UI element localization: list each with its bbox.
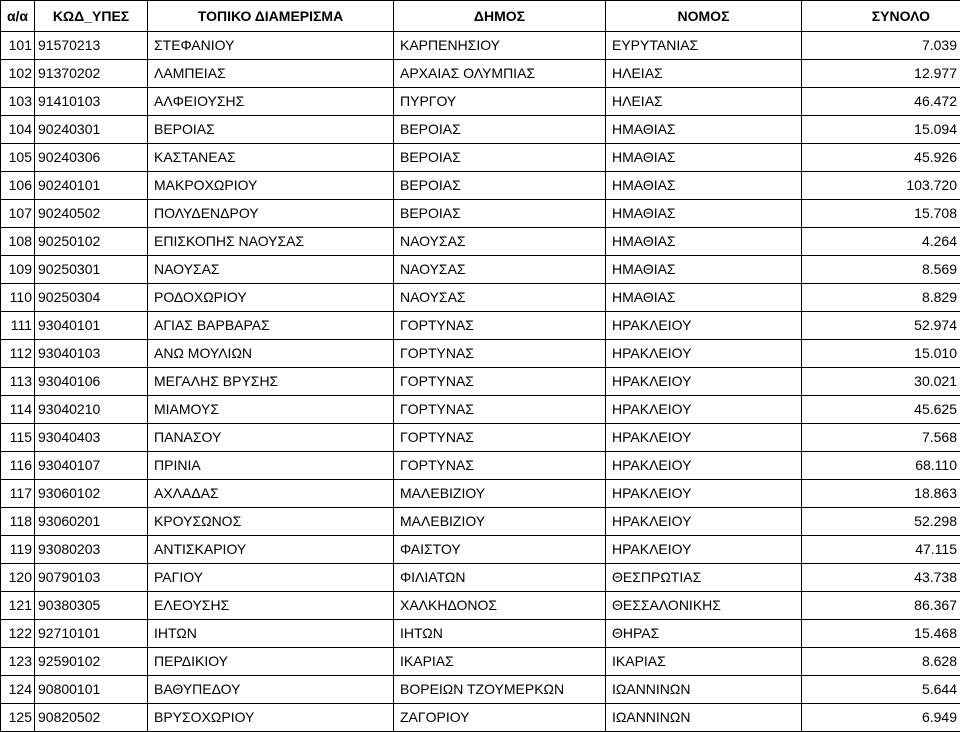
cell-total: 15.010 [802,340,960,368]
cell-municipality: ΓΟΡΤΥΝΑΣ [394,424,606,452]
cell-municipality: ΜΑΛΕΒΙΖΙΟΥ [394,480,606,508]
cell-municipality: ΙΚΑΡΙΑΣ [394,648,606,676]
cell-district: ΜΙΑΜΟΥΣ [148,396,394,424]
header-prefecture: ΝΟΜΟΣ [606,1,802,32]
table-row [1,648,960,676]
cell-district: ΛΑΜΠΕΙΑΣ [148,60,394,88]
cell-code: 90240502 [35,200,148,228]
header-municipality: ΔΗΜΟΣ [394,1,606,32]
cell-code: 90240101 [35,172,148,200]
cell-code: 91410103 [35,88,148,116]
cell-total: 30.021 [802,368,960,396]
cell-prefecture: ΗΛΕΙΑΣ [606,88,802,116]
cell-municipality: ΒΕΡΟΙΑΣ [394,144,606,172]
cell-total: 45.625 [802,396,960,424]
cell-district: ΡΑΓΙΟΥ [148,564,394,592]
table-row [1,368,960,396]
table-row [1,116,960,144]
cell-index: 114 [1,396,35,424]
cell-prefecture: ΗΜΑΘΙΑΣ [606,144,802,172]
cell-municipality: ΓΟΡΤΥΝΑΣ [394,340,606,368]
cell-total: 52.974 [802,312,960,340]
header-code: ΚΩΔ_ΥΠΕΣ [35,1,148,32]
cell-prefecture: ΘΕΣΣΑΛΟΝΙΚΗΣ [606,592,802,620]
table-row [1,256,960,284]
cell-code: 90250301 [35,256,148,284]
cell-district: ΑΛΦΕΙΟΥΣΗΣ [148,88,394,116]
table-row [1,312,960,340]
cell-district: ΕΛΕΟΥΣΗΣ [148,592,394,620]
cell-district: ΙΗΤΩΝ [148,620,394,648]
cell-index: 123 [1,648,35,676]
cell-municipality: ΒΕΡΟΙΑΣ [394,172,606,200]
cell-municipality: ΧΑΛΚΗΔΟΝΟΣ [394,592,606,620]
cell-index: 104 [1,116,35,144]
cell-municipality: ΝΑΟΥΣΑΣ [394,228,606,256]
table-row [1,704,960,732]
table-row [1,172,960,200]
cell-municipality: ΑΡΧΑΙΑΣ ΟΛΥΜΠΙΑΣ [394,60,606,88]
cell-municipality: ΝΑΟΥΣΑΣ [394,284,606,312]
cell-total: 7.039 [802,32,960,60]
table-row [1,32,960,60]
cell-code: 90820502 [35,704,148,732]
cell-prefecture: ΘΗΡΑΣ [606,620,802,648]
cell-code: 90380305 [35,592,148,620]
cell-index: 116 [1,452,35,480]
cell-code: 93080203 [35,536,148,564]
header-row [1,1,960,32]
cell-prefecture: ΗΡΑΚΛΕΙΟΥ [606,340,802,368]
cell-code: 91570213 [35,32,148,60]
cell-total: 46.472 [802,88,960,116]
cell-municipality: ΓΟΡΤΥΝΑΣ [394,312,606,340]
cell-prefecture: ΗΡΑΚΛΕΙΟΥ [606,480,802,508]
cell-municipality: ΖΑΓΟΡΙΟΥ [394,704,606,732]
cell-total: 47.115 [802,536,960,564]
cell-prefecture: ΙΩΑΝΝΙΝΩΝ [606,704,802,732]
cell-district: ΠΕΡΔΙΚΙΟΥ [148,648,394,676]
table-row [1,200,960,228]
table-row [1,424,960,452]
cell-index: 113 [1,368,35,396]
cell-index: 122 [1,620,35,648]
cell-prefecture: ΘΕΣΠΡΩΤΙΑΣ [606,564,802,592]
cell-prefecture: ΗΜΑΘΙΑΣ [606,116,802,144]
cell-municipality: ΚΑΡΠΕΝΗΣΙΟΥ [394,32,606,60]
table-row [1,480,960,508]
cell-district: ΑΝΩ ΜΟΥΛΙΩΝ [148,340,394,368]
cell-prefecture: ΗΡΑΚΛΕΙΟΥ [606,368,802,396]
cell-code: 91370202 [35,60,148,88]
cell-district: ΑΧΛΑΔΑΣ [148,480,394,508]
cell-index: 119 [1,536,35,564]
cell-district: ΑΝΤΙΣΚΑΡΙΟΥ [148,536,394,564]
cell-index: 118 [1,508,35,536]
cell-total: 15.094 [802,116,960,144]
table-row [1,508,960,536]
cell-index: 102 [1,60,35,88]
cell-municipality: ΜΑΛΕΒΙΖΙΟΥ [394,508,606,536]
cell-district: ΜΕΓΑΛΗΣ ΒΡΥΣΗΣ [148,368,394,396]
table-row [1,564,960,592]
cell-index: 109 [1,256,35,284]
cell-code: 93040101 [35,312,148,340]
cell-prefecture: ΙΚΑΡΙΑΣ [606,648,802,676]
cell-district: ΚΑΣΤΑΝΕΑΣ [148,144,394,172]
cell-code: 93040103 [35,340,148,368]
cell-district: ΒΕΡΟΙΑΣ [148,116,394,144]
cell-district: ΠΡΙΝΙΑ [148,452,394,480]
cell-code: 93060201 [35,508,148,536]
cell-code: 90790103 [35,564,148,592]
cell-code: 90800101 [35,676,148,704]
table-row [1,592,960,620]
cell-district: ΚΡΟΥΣΩΝΟΣ [148,508,394,536]
cell-index: 105 [1,144,35,172]
cell-index: 125 [1,704,35,732]
cell-total: 5.644 [802,676,960,704]
table-row [1,452,960,480]
cell-municipality: ΠΥΡΓΟΥ [394,88,606,116]
table-row [1,88,960,116]
table-row [1,60,960,88]
table-header [1,1,960,32]
cell-code: 93060102 [35,480,148,508]
cell-code: 93040403 [35,424,148,452]
table-row [1,676,960,704]
cell-municipality: ΦΙΛΙΑΤΩΝ [394,564,606,592]
cell-prefecture: ΗΜΑΘΙΑΣ [606,172,802,200]
cell-index: 111 [1,312,35,340]
cell-municipality: ΒΕΡΟΙΑΣ [394,116,606,144]
cell-prefecture: ΗΛΕΙΑΣ [606,60,802,88]
header-total: ΣΥΝΟΛΟ [802,1,960,32]
cell-total: 4.264 [802,228,960,256]
cell-prefecture: ΗΡΑΚΛΕΙΟΥ [606,536,802,564]
cell-total: 15.708 [802,200,960,228]
table-row [1,620,960,648]
cell-total: 8.628 [802,648,960,676]
cell-code: 90240306 [35,144,148,172]
cell-total: 45.926 [802,144,960,172]
cell-district: ΠΑΝΑΣΟΥ [148,424,394,452]
cell-prefecture: ΗΡΑΚΛΕΙΟΥ [606,424,802,452]
cell-district: ΡΟΔΟΧΩΡΙΟΥ [148,284,394,312]
cell-total: 52.298 [802,508,960,536]
cell-code: 93040107 [35,452,148,480]
table-row [1,536,960,564]
cell-municipality: ΝΑΟΥΣΑΣ [394,256,606,284]
cell-municipality: ΓΟΡΤΥΝΑΣ [394,452,606,480]
cell-index: 124 [1,676,35,704]
cell-municipality: ΓΟΡΤΥΝΑΣ [394,396,606,424]
cell-index: 121 [1,592,35,620]
cell-prefecture: ΗΡΑΚΛΕΙΟΥ [606,396,802,424]
cell-total: 8.569 [802,256,960,284]
cell-index: 112 [1,340,35,368]
cell-index: 101 [1,32,35,60]
cell-code: 93040210 [35,396,148,424]
cell-municipality: ΒΟΡΕΙΩΝ ΤΖΟΥΜΕΡΚΩΝ [394,676,606,704]
cell-index: 110 [1,284,35,312]
cell-code: 90250102 [35,228,148,256]
cell-total: 8.829 [802,284,960,312]
cell-code: 92710101 [35,620,148,648]
cell-district: ΑΓΙΑΣ ΒΑΡΒΑΡΑΣ [148,312,394,340]
cell-index: 107 [1,200,35,228]
cell-prefecture: ΗΜΑΘΙΑΣ [606,228,802,256]
cell-prefecture: ΗΡΑΚΛΕΙΟΥ [606,312,802,340]
table-row [1,144,960,172]
cell-prefecture: ΗΜΑΘΙΑΣ [606,256,802,284]
cell-code: 93040106 [35,368,148,396]
cell-prefecture: ΗΜΑΘΙΑΣ [606,200,802,228]
cell-index: 115 [1,424,35,452]
cell-prefecture: ΗΡΑΚΛΕΙΟΥ [606,452,802,480]
cell-prefecture: ΙΩΑΝΝΙΝΩΝ [606,676,802,704]
cell-prefecture: ΗΜΑΘΙΑΣ [606,284,802,312]
cell-code: 92590102 [35,648,148,676]
cell-district: ΣΤΕΦΑΝΙΟΥ [148,32,394,60]
table-body [1,32,960,732]
cell-municipality: ΙΗΤΩΝ [394,620,606,648]
cell-total: 68.110 [802,452,960,480]
header-index: α/α [1,1,35,32]
cell-municipality: ΒΕΡΟΙΑΣ [394,200,606,228]
table-row [1,284,960,312]
cell-prefecture: ΕΥΡΥΤΑΝΙΑΣ [606,32,802,60]
table-row [1,396,960,424]
cell-total: 7.568 [802,424,960,452]
cell-district: ΜΑΚΡΟΧΩΡΙΟΥ [148,172,394,200]
cell-district: ΕΠΙΣΚΟΠΗΣ ΝΑΟΥΣΑΣ [148,228,394,256]
header-district: ΤΟΠΙΚΟ ΔΙΑΜΕΡΙΣΜΑ [148,1,394,32]
cell-index: 103 [1,88,35,116]
cell-index: 117 [1,480,35,508]
table-row [1,340,960,368]
cell-index: 108 [1,228,35,256]
cell-total: 86.367 [802,592,960,620]
cell-district: ΒΑΘΥΠΕΔΟΥ [148,676,394,704]
table-row [1,228,960,256]
cell-code: 90240301 [35,116,148,144]
cell-total: 6.949 [802,704,960,732]
cell-index: 106 [1,172,35,200]
cell-total: 18.863 [802,480,960,508]
cell-index: 120 [1,564,35,592]
cell-total: 15.468 [802,620,960,648]
cell-code: 90250304 [35,284,148,312]
cell-municipality: ΦΑΙΣΤΟΥ [394,536,606,564]
cell-total: 12.977 [802,60,960,88]
cell-district: ΠΟΛΥΔΕΝΔΡΟΥ [148,200,394,228]
cell-total: 43.738 [802,564,960,592]
cell-total: 103.720 [802,172,960,200]
cell-district: ΒΡΥΣΟΧΩΡΙΟΥ [148,704,394,732]
cell-municipality: ΓΟΡΤΥΝΑΣ [394,368,606,396]
cell-prefecture: ΗΡΑΚΛΕΙΟΥ [606,508,802,536]
cell-district: ΝΑΟΥΣΑΣ [148,256,394,284]
